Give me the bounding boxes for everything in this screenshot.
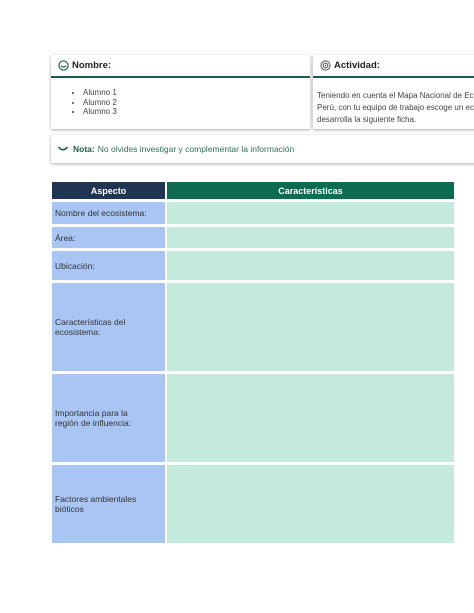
student-list <box>51 88 310 117</box>
actividad-text <box>313 78 474 126</box>
table-header-aspecto: Aspecto <box>52 182 165 199</box>
smile-icon <box>58 60 69 71</box>
nombre-card <box>51 55 310 129</box>
row-value-importancia[interactable] <box>167 374 454 462</box>
row-label-caracteristicas <box>52 283 165 371</box>
smile-icon <box>57 145 69 153</box>
actividad-card <box>313 55 474 129</box>
row-label-text: Factores ambientales bióticos <box>55 494 137 514</box>
table-header-caracteristicas: Características <box>167 182 454 199</box>
row-label-text: Características del ecosistema: <box>55 317 126 337</box>
nombre-label: Nombre: <box>72 60 112 71</box>
actividad-line: Teniendo en cuenta el Mapa Nacional de Ec <box>317 91 474 100</box>
row-value-caracteristicas[interactable] <box>167 283 454 371</box>
student-item: • Alumno 2 <box>83 98 310 108</box>
actividad-header <box>313 55 474 78</box>
actividad-label: Actividad: <box>334 60 380 71</box>
row-label-area <box>52 227 165 248</box>
row-value-nombre[interactable] <box>167 202 454 224</box>
row-label-factores <box>52 465 165 543</box>
row-label-importancia <box>52 374 165 462</box>
row-value-ubicacion[interactable] <box>167 251 454 280</box>
row-label-text: Importancia para la región de influencia: <box>55 408 132 428</box>
target-icon <box>320 60 331 71</box>
row-label-nombre <box>52 202 165 224</box>
nota-card <box>51 135 474 163</box>
row-label-ubicacion <box>52 251 165 280</box>
row-label-text: Ubicación: <box>55 260 95 271</box>
nombre-header <box>51 55 310 78</box>
row-value-factores[interactable] <box>167 465 454 543</box>
row-label-text: Área: <box>55 232 76 243</box>
student-item: • Alumno 1 <box>83 88 310 98</box>
row-value-area[interactable] <box>167 227 454 248</box>
row-label-text: Nombre del ecosistema: <box>55 208 147 218</box>
nota-text: No olvides investigar y complementar la información <box>97 144 295 154</box>
actividad-line: desarrolla la siguiente ficha. <box>317 115 417 124</box>
student-item: • Alumno 3 <box>83 107 310 117</box>
actividad-line: Perú, con tu equipo de trabajo escoge un ec <box>317 103 474 112</box>
nota-label: Nota: <box>73 144 95 154</box>
